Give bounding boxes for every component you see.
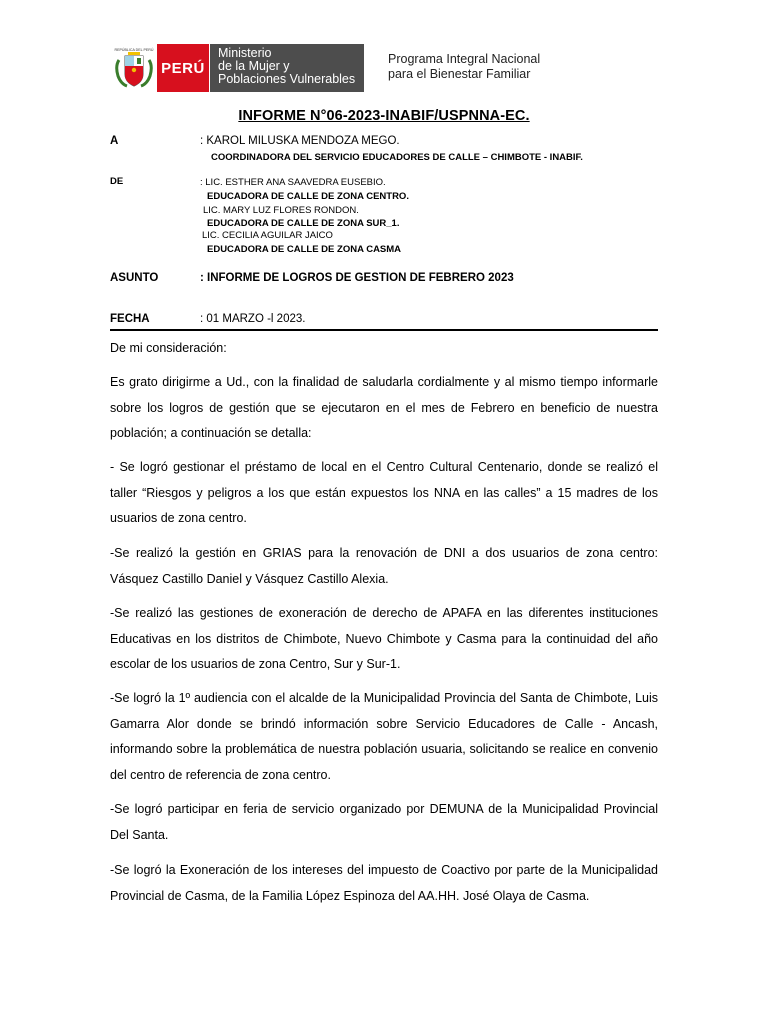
sender-line: LIC. CECILIA AGUILAR JAICO <box>202 230 333 241</box>
ministry-line: Poblaciones Vulnerables <box>218 72 356 86</box>
greeting: De mi consideración: <box>110 341 227 355</box>
sender-line: LIC. MARY LUZ FLORES RONDON. <box>203 205 359 216</box>
body-paragraph: -Se logró participar en feria de servicio organizado por DEMUNA de la Municipalidad Provincial Del Santa. <box>110 802 658 842</box>
sender-role-line: EDUCADORA DE CALLE DE ZONA CASMA <box>207 244 402 255</box>
body-paragraph: Es grato dirigirme a Ud., con la finalidad de saludarla cordialmente y al mismo tiempo informarle sobre los logros de gestión que se ejecutaron en el mes de Febrero en beneficio de nuestra población; a continuación se detalla: <box>110 375 658 440</box>
body-paragraph: -Se realizó la gestión en GRIAS para la renovación de DNI a dos usuarios de zona centro: Vásquez Castillo Daniel y Vásquez Castillo Alexia. <box>110 546 658 586</box>
fecha-label: FECHA <box>110 313 150 325</box>
sender-line: : LIC. ESTHER ANA SAAVEDRA EUSEBIO. <box>200 177 386 188</box>
fecha-value: : 01 MARZO -l 2023. <box>200 313 306 325</box>
sender-role-line: EDUCADORA DE CALLE DE ZONA CENTRO. <box>207 191 409 202</box>
body-paragraph: -Se logró la 1º audiencia con el alcalde de la Municipalidad Provincia del Santa de Chimbote, Luis Gamarra Alor donde se brindó información sobre Servicio Educadores de Calle - Ancash, informando sobre la problemática de nuestra población usuaria, solicitando se realice en convenio del centro de referencia de zona centro. <box>110 691 658 782</box>
recipient-role: COORDINADORA DEL SERVICIO EDUCADORES DE CALLE – CHIMBOTE - INABIF. <box>211 152 583 163</box>
sender-role-line: EDUCADORA DE CALLE DE ZONA SUR_1. <box>207 218 400 229</box>
asunto-label: ASUNTO <box>110 272 159 284</box>
program-name <box>388 52 540 82</box>
body-paragraph: - Se logró gestionar el préstamo de local en el Centro Cultural Centenario, donde se realizó el taller “Riesgos y peligros a los que están expuestos los NNA en las calles” a 15 madres de los usuarios de zona centro. <box>110 460 658 525</box>
de-label: DE <box>110 176 124 187</box>
shield-caption: REPÚBLICA DEL PERÚ <box>114 48 154 52</box>
a-label: A <box>110 135 119 147</box>
asunto-value: : INFORME DE LOGROS DE GESTION DE FEBRERO 2023 <box>200 272 514 284</box>
recipient-name: : KAROL MILUSKA MENDOZA MEGO. <box>200 135 400 147</box>
ministry-line: Ministerio <box>218 46 272 60</box>
peru-coat-of-arms-logo <box>113 46 155 92</box>
document-title: INFORME N°06-2023-INABIF/USPNNA-EC. <box>238 108 530 124</box>
body-paragraph: -Se realizó las gestiones de exoneración de derecho de APAFA en las diferentes instituciones Educativas en los distritos de Chimbote, Nuevo Chimbote y Casma para la continuidad del año escolar de los usuarios de zona Centro, Sur y Sur-1. <box>110 606 658 671</box>
ministry-line: de la Mujer y <box>218 59 290 73</box>
body-paragraph: -Se logró la Exoneración de los intereses del impuesto de Coactivo por parte de la Municipalidad Provincial de Casma, de la Familia López Espinoza del AA.HH. José Olaya de Casma. <box>110 863 658 903</box>
program-line: para el Bienestar Familiar <box>388 67 531 81</box>
program-line: Programa Integral Nacional <box>388 52 541 66</box>
peru-label: PERÚ <box>161 59 205 77</box>
header-divider <box>110 329 658 331</box>
ministry-brand-block <box>210 44 364 92</box>
peru-brand-block <box>157 44 209 92</box>
